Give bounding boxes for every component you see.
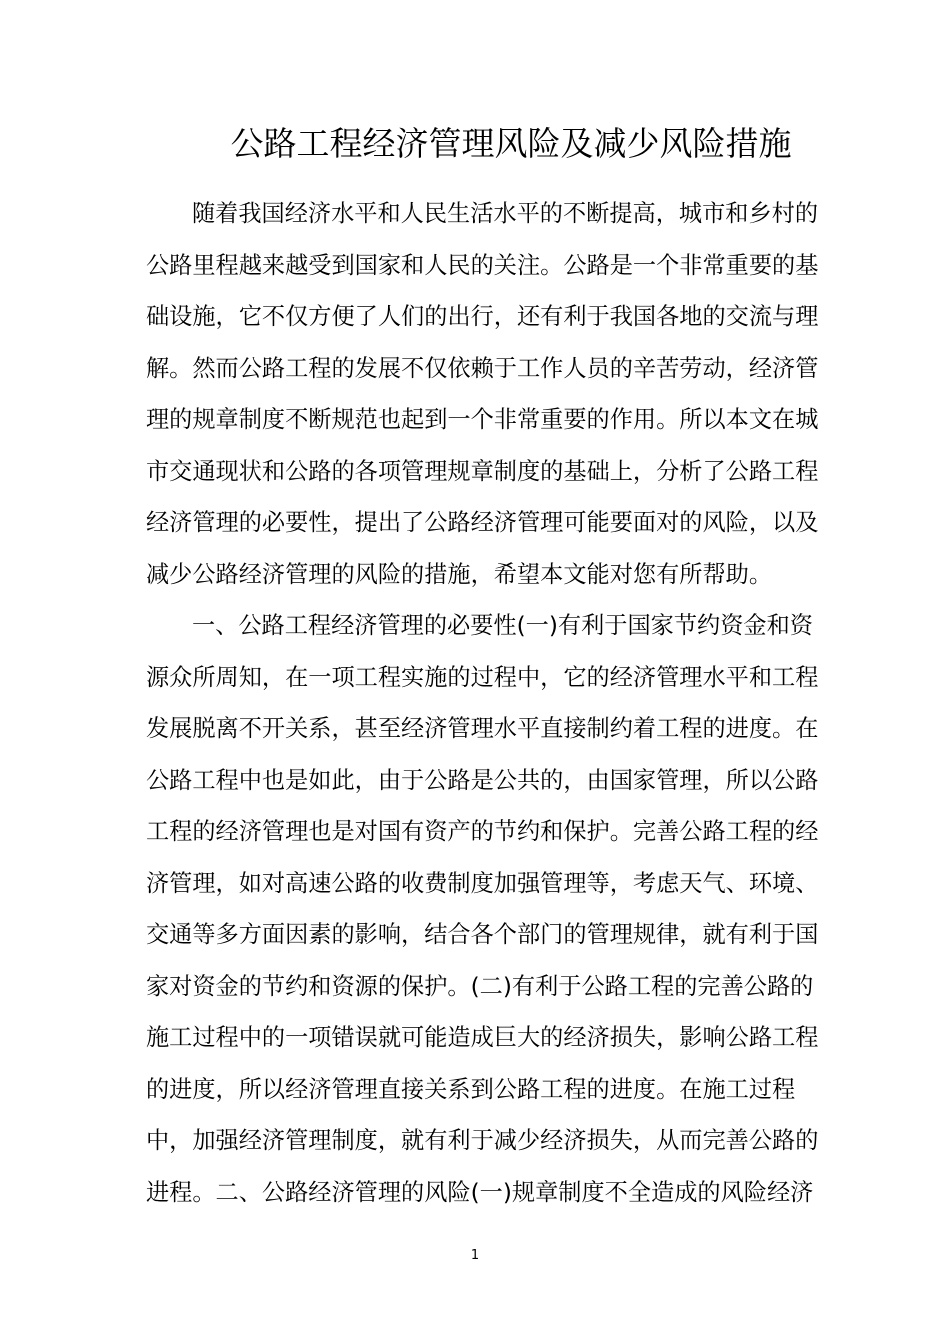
text-line: 市交通现状和公路的各项管理规章制度的基础上，分析了公路工程 <box>146 458 819 485</box>
text-line: 公路里程越来越受到国家和人民的关注。公路是一个非常重要的基 <box>146 252 819 279</box>
text-line: 减少公路经济管理的风险的措施，希望本文能对您有所帮助。 <box>146 561 773 588</box>
text-line: 经济管理的必要性，提出了公路经济管理可能要面对的风险，以及 <box>146 509 819 536</box>
text-line: 解。然而公路工程的发展不仅依赖于工作人员的辛苦劳动，经济管 <box>146 355 819 382</box>
text-line: 础设施，它不仅方便了人们的出行，还有利于我国各地的交流与理 <box>146 303 819 330</box>
page-number: 1 <box>470 1248 480 1263</box>
text-line: 公路工程中也是如此，由于公路是公共的，由国家管理，所以公路 <box>146 767 819 794</box>
document-title: 公路工程经济管理风险及减少风险措施 <box>230 124 792 163</box>
text-line: 源众所周知，在一项工程实施的过程中，它的经济管理水平和工程 <box>146 664 819 691</box>
text-line: 济管理，如对高速公路的收费制度加强管理等，考虑天气、环境、 <box>146 870 819 897</box>
text-line: 交通等多方面因素的影响，结合各个部门的管理规律，就有利于国 <box>146 921 819 948</box>
text-line: 进程。二、公路经济管理的风险(一)规章制度不全造成的风险经济 <box>146 1179 814 1206</box>
text-line: 施工过程中的一项错误就可能造成巨大的经济损失，影响公路工程 <box>146 1024 819 1051</box>
text-line: 一、公路工程经济管理的必要性(一)有利于国家节约资金和资 <box>192 612 813 639</box>
text-line: 中，加强经济管理制度，就有利于减少经济损失，从而完善公路的 <box>146 1127 819 1154</box>
text-line: 家对资金的节约和资源的保护。(二)有利于公路工程的完善公路的 <box>146 973 814 1000</box>
text-line: 工程的经济管理也是对国有资产的节约和保护。完善公路工程的经 <box>146 818 819 845</box>
text-line: 理的规章制度不断规范也起到一个非常重要的作用。所以本文在城 <box>146 406 819 433</box>
text-line: 的进度，所以经济管理直接关系到公路工程的进度。在施工过程 <box>146 1076 796 1103</box>
text-line: 发展脱离不开关系，甚至经济管理水平直接制约着工程的进度。在 <box>146 715 819 742</box>
text-line: 随着我国经济水平和人民生活水平的不断提高，城市和乡村的 <box>192 200 819 227</box>
